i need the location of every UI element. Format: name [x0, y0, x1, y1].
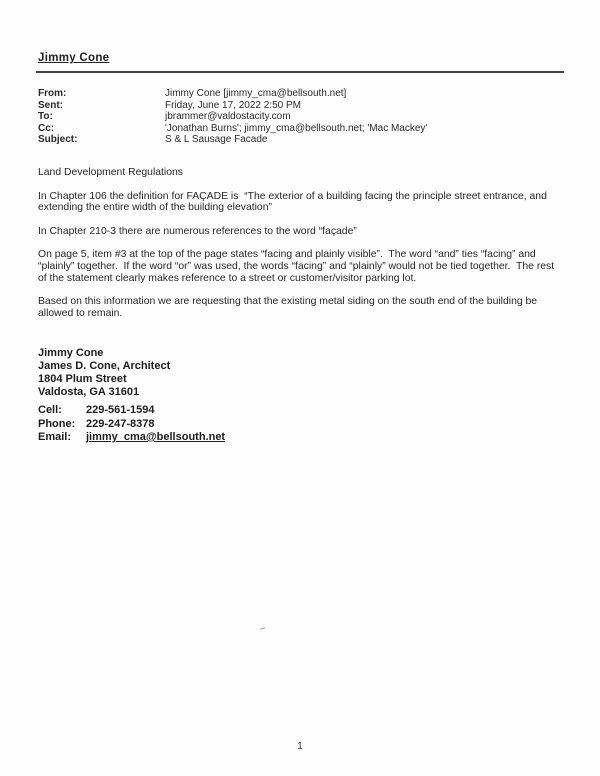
cell-number: 229-561-1594 — [86, 404, 155, 416]
body-paragraph: Land Development Regulations — [38, 167, 183, 178]
signature-block — [38, 347, 170, 399]
header-row-subject — [38, 134, 558, 146]
subject-label: Subject: — [38, 134, 78, 145]
contact-row-phone — [38, 418, 225, 432]
body-paragraph: In Chapter 210-3 there are numerous references to the word “façade” — [38, 225, 357, 237]
body-paragraph: Based on this information we are requesting that the existing metal siding on the south end of the building be allowed to remain. — [38, 296, 540, 319]
email-body — [38, 167, 562, 331]
cell-label: Cell: — [38, 404, 62, 416]
sent-label: Sent: — [38, 99, 63, 111]
header-divider — [36, 71, 564, 73]
from-value: Jimmy Cone [jimmy_cma@bellsouth.net] — [165, 88, 347, 99]
contact-row-cell — [38, 404, 225, 418]
to-value: jbrammer@valdostacity.com — [165, 111, 291, 122]
subject-value: S & L Sausage Facade — [165, 134, 268, 145]
cc-label: Cc: — [38, 122, 55, 134]
phone-number: 229-247-8378 — [86, 417, 155, 430]
header-row-cc — [38, 123, 558, 135]
scan-artifact — [260, 625, 266, 629]
to-label: To: — [38, 111, 53, 122]
page-number: 1 — [297, 741, 303, 752]
contact-block — [38, 404, 225, 445]
header-row-from — [38, 88, 558, 100]
contact-row-email — [38, 431, 225, 445]
from-label: From: — [38, 88, 67, 99]
phone-label: Phone: — [38, 417, 76, 430]
signature-address-line1: 1804 Plum Street — [38, 373, 127, 385]
email-header-block — [38, 88, 558, 146]
body-paragraph: In Chapter 106 the definition for FAÇADE is “The exterior of a building facing the principle street entrance, and extending the entire width of the building elevation” — [38, 190, 550, 214]
header-row-to — [38, 111, 558, 123]
sent-value: Friday, June 17, 2022 2:50 PM — [165, 99, 302, 111]
email-label: Email: — [38, 431, 72, 443]
signature-title: James D. Cone, Architect — [38, 360, 171, 372]
header-row-sent — [38, 100, 558, 112]
body-paragraph: On page 5, item #3 at the top of the page states “facing and plainly visible”. The word “and” ties “facing” and “plainly” together. If the word “or” was used, the words “facing” and “plainly” would not be tied together. The rest of the statement clearly makes reference to a street or customer/visitor parking lot. — [38, 249, 558, 284]
signature-name: Jimmy Cone — [38, 347, 104, 359]
cc-value: 'Jonathan Burns'; jimmy_cma@bellsouth.net; 'Mac Mackey' — [165, 122, 428, 134]
signature-address-line2: Valdosta, GA 31601 — [38, 386, 140, 398]
sender-name-heading: Jimmy Cone — [38, 52, 110, 64]
email-address: jimmy_cma@bellsouth.net — [86, 431, 226, 443]
